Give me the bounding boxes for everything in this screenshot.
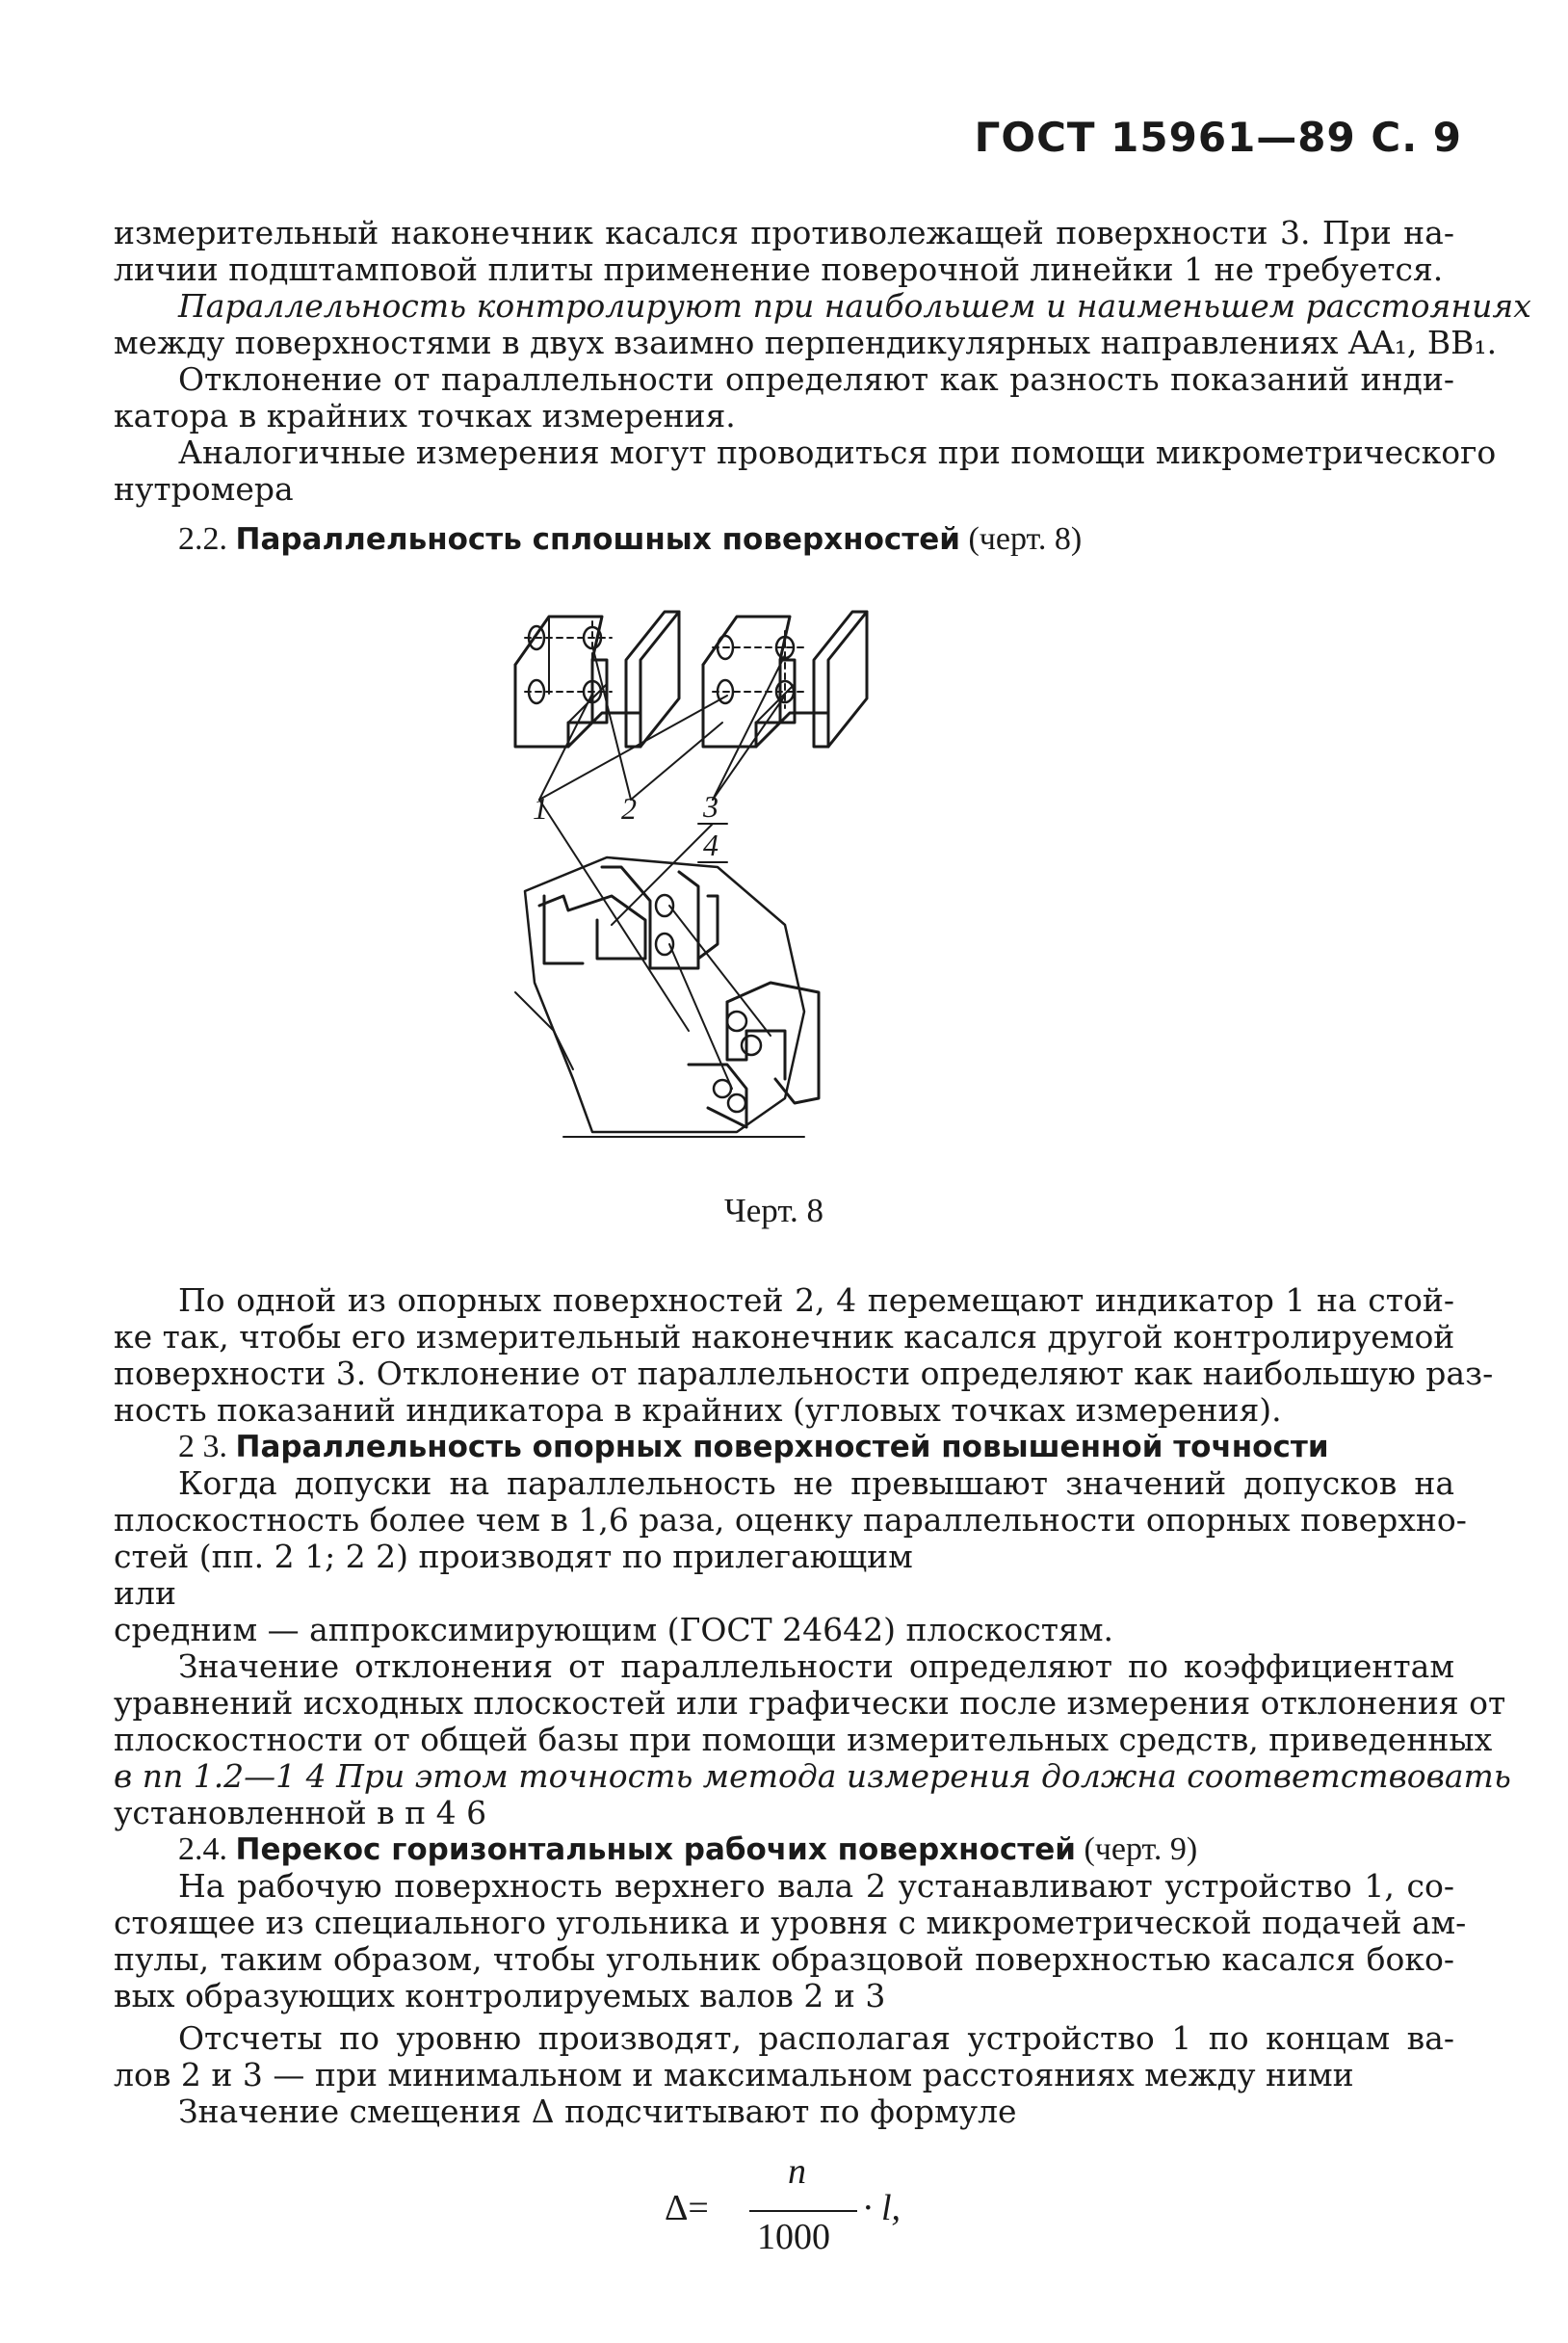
leader-lines: [539, 645, 785, 1031]
text-line: Значение смещения Δ подсчитывают по формуле: [178, 2093, 1017, 2130]
text-line: По одной из опорных поверхностей 2, 4 перемещают индикатор 1 на стой-: [178, 1281, 1454, 1319]
text-line: вых образующих контролируемых валов 2 и 3: [114, 1977, 886, 2014]
formula: [665, 2150, 915, 2256]
text-line: личии подштамповой плиты применение поверочной линейки 1 не требуется.: [114, 250, 1444, 288]
dashed-axes: [525, 621, 804, 708]
text-line: Отсчеты по уровню производят, располагая устройство 1 по концам ва-: [178, 2019, 1454, 2057]
formula-rhs: · l,: [863, 2188, 902, 2228]
text-line: стоящее из специального угольника и уровня с микрометрической подачей ам-: [114, 1904, 1467, 1941]
text-line: поверхности 3. Отклонение от параллельности определяют как наибольшую раз-: [114, 1355, 1494, 1392]
text-line: в пп 1.2—1 4 При этом точность метода измерения должна соответствовать: [114, 1757, 1511, 1795]
section-number: 2.4.: [178, 1831, 227, 1867]
section-title: Параллельность опорных поверхностей повышенной точности: [235, 1430, 1329, 1464]
section-heading-2-4: [178, 1830, 1454, 1869]
text-line: лов 2 и 3 — при минимальном и максимальном расстояниях между ними: [114, 2056, 1354, 2093]
text-line: нутромера: [114, 470, 294, 508]
formula-denominator: 1000: [757, 2217, 830, 2257]
text-line: На рабочую поверхность верхнего вала 2 устанавливают устройство 1, со-: [178, 1867, 1454, 1905]
section-ref: (черт. 9): [1084, 1831, 1198, 1867]
text-line: Отклонение от параллельности определяют как разность показаний инди-: [178, 360, 1454, 398]
formula-numerator: n: [788, 2151, 806, 2192]
figure-8-drawing: [496, 578, 1016, 1156]
formula-lhs: Δ=: [665, 2188, 709, 2228]
section-number: 2 3.: [178, 1429, 227, 1464]
section-number: 2.2.: [178, 521, 227, 557]
figure-label-2: 2: [621, 791, 637, 826]
figure-label-3: 3: [703, 789, 719, 824]
fraction-bar: [749, 2210, 857, 2212]
fixture-left: [515, 612, 679, 747]
text-line: плоскостности от общей базы при помощи измерительных средств, приведенных: [114, 1721, 1493, 1758]
text-line: катора в крайних точках измерения.: [114, 397, 736, 434]
section-heading-2-3: [178, 1428, 1454, 1466]
text-line: между поверхностями в двух взаимно перпендикулярных направлениях AA₁, BB₁.: [114, 324, 1498, 361]
text-line: Когда допуски на параллельность не превышают значений допусков на: [178, 1464, 1454, 1502]
text-line: уравнений исходных плоскостей или графически после измерения отклонения от: [114, 1684, 1506, 1722]
text-line: стей (пп. 2 1; 2 2) производят по прилегающим: [114, 1538, 913, 1575]
text-line: плоскостность более чем в 1,6 раза, оценку параллельности опорных поверхно-: [114, 1501, 1467, 1539]
figure-label-1: 1: [533, 791, 548, 826]
text-line: пулы, таким образом, чтобы угольник образцовой поверхностью касался боко-: [114, 1940, 1454, 1978]
text-line: средним — аппроксимирующим (ГОСТ 24642) плоскостям.: [114, 1611, 1114, 1648]
text-line: ность показаний индикатора в крайних (угловых точках измерения).: [114, 1391, 1282, 1429]
text-line: Параллельность контролируют при наибольшем и наименьшем расстояниях: [178, 287, 1531, 325]
page-header: ГОСТ 15961—89 С. 9: [974, 114, 1462, 161]
section-title: Параллельность сплошных поверхностей: [235, 522, 960, 557]
text-line: Значение отклонения от параллельности определяют по коэффициентам: [178, 1647, 1454, 1685]
text-line: Аналогичные измерения могут проводиться при помощи микрометрического: [178, 434, 1497, 471]
figure-caption: Черт. 8: [724, 1192, 823, 1229]
figure-label-4: 4: [703, 828, 719, 862]
section-title: Перекос горизонтальных рабочих поверхностей: [235, 1832, 1076, 1867]
text-line: ке так, чтобы его измерительный наконечник касался другой контролируемой: [114, 1318, 1455, 1356]
section-ref: (черт. 8): [968, 521, 1083, 557]
text-line: измерительный наконечник касался противолежащей поверхности 3. При на-: [114, 214, 1454, 251]
section-heading-2-2: [178, 520, 1454, 559]
text-line: установленной в п 4 6: [114, 1794, 487, 1831]
text-line: или: [114, 1574, 176, 1612]
